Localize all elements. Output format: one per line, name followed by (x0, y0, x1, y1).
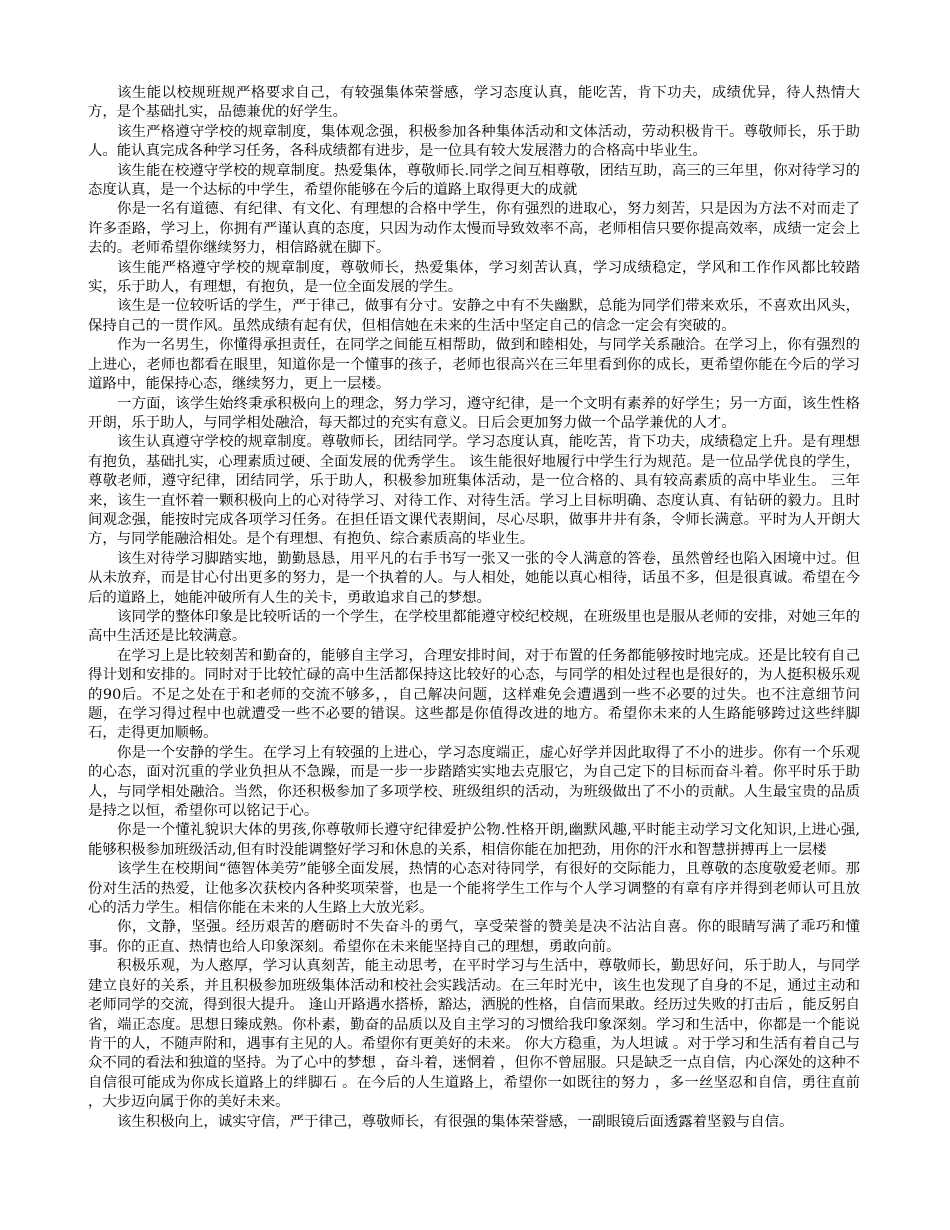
paragraph: 该生对待学习脚踏实地，勤勤恳恳，用平凡的右手书写一张又一张的令人满意的答卷，虽然曾经也陷入困境中过。但从未放弃，而是甘心付出更多的努力，是一个执着的人。与人相处，她能以真心相待，话虽不多，但是很真诚。希望在今后的道路上，她能冲破所有人生的关卡，勇敢追求自己的梦想。 (88, 550, 860, 606)
paragraph: 该生积极向上，诚实守信，严于律己，尊敬师长，有很强的集体荣誉感，一副眼镜后面透露着坚毅与自信。 (117, 1113, 794, 1130)
paragraph: 你是一个懂礼貌识大体的男孩,你尊敬师长遵守纪律爱护公物.性格开朗,幽默风趣,平时能主动学习文化知识,上进心强,能够积极参加班级活动,但有时没能调整好学习和休息的关系，相信你能在加把劲，用你的汗水和智慧拼搏再上一层楼 (88, 822, 860, 858)
paragraph: 在学习上是比较刻苦和勤奋的，能够自主学习，合理安排时间，对于布置的任务都能够按时地完成。还是比较有自己得计划和安排的。同时对于比较忙碌的高中生活都保持这比较好的心态，与同学的相处过程也是很好的，为人挺积极乐观的90后。不足之处在于和老师的交流不够多，，自己解决问题，这样难免会遭遇到一些不必要的过失。也不注意细节问题，在学习得过程中也就遭受一些不必要的错误。这些都是你值得改进的地方。希望你未来的人生路能够跨过这些绊脚石，走得更加顺畅。 (88, 647, 860, 742)
paragraph: 你，文静，坚强。经历艰苦的磨砺时不失奋斗的勇气，享受荣誉的赞美是决不沾沾自喜。你的眼睛写满了乖巧和懂事。你的正直、热情也给人印象深刻。希望你在未来能坚持自己的理想，勇敢向前。 (88, 919, 860, 955)
paragraph: 该生是一位较听话的学生，严于律己，做事有分寸。安静之中有不失幽默，总能为同学们带来欢乐，不喜欢出风头，保持自己的一贯作风。虽然成绩有起有伏，但相信她在未来的生活中坚定自己的信念一定会有突破的。 (88, 298, 860, 334)
paragraph: 积极乐观，为人憨厚，学习认真刻苦，能主动思考，在平时学习与生活中，尊敬师长，勤思好问，乐于助人，与同学建立良好的关系，并且积极参加班级集体活动和校社会实践活动。在三年时光中，该生也发现了自身的不足，通过主动和老师同学的交流，得到很大提升。 逢山开路遇水搭桥，豁达，洒脱的性格，自信而果敢。经历过失败的打击后 ，能反躬自省，端正态度。思想日臻成熟。你朴素，勤奋的品质以及自主学习的习惯给我印象深刻。学习和生活中，你都是一个能说肯干的人，不随声附和，遇事有主见的人。希望你有更美好的未来。 你大方稳重，为人坦诚 。对于学习和生活有着自己与众不同的看法和独道的坚持。为了心中的梦想 ，奋斗着，迷惘着 ，但你不曾屈服。只是缺乏一点自信，内心深处的这种不自信很可能成为你成长道路上的绊脚石 。在今后的人生道路上，希望你一如既往的努力 ，多一丝坚忍和自信，勇往直前 ，大步迈向属于你的美好未来。 (88, 958, 860, 1111)
paragraph: 该学生在校期间“德智体美劳”能够全面发展，热情的心态对待同学，有很好的交际能力，且尊敬的态度敬爱老师。那份对生活的热爱，让他多次获校内各种奖项荣誉，也是一个能将学生工作与个人学习调整的有章有序并得到老师认可且放心的活力学生。相信你能在未来的人生路上大放光彩。 (88, 861, 860, 917)
paragraph: 该生认真遵守学校的规章制度。尊敬师长，团结同学。学习态度认真，能吃苦，肯下功夫，成绩稳定上升。是有理想有抱负，基础扎实，心理素质过硬、全面发展的优秀学生。 该生能很好地履行中学生行为规范。是一位品学优良的学生，尊敬老师，遵守纪律，团结同学，乐于助人，积极参加班集体活动，是一位合格的、具有较高素质的高中毕业生。 三年来，该生一直怀着一颗积极向上的心对待学习、对待工作、对待生活。学习上目标明确、态度认真、有钻研的毅力。且时间观念强，能按时完成各项学习任务。在担任语文课代表期间，尽心尽职，做事井井有条，令师长满意。平时为人开朗大方，与同学能融洽相处。是个有理想、有抱负、综合素质高的毕业生。 (88, 434, 860, 548)
paragraph: 该生严格遵守学校的规章制度，集体观念强，积极参加各种集体活动和文体活动，劳动积极肯干。尊敬师长，乐于助人。能认真完成各种学习任务，各科成绩都有进步，是一位具有较大发展潜力的合格高中毕业生。 (88, 123, 860, 160)
paragraph: 该生能在校遵守学校的规章制度。热爱集体，尊敬师长.同学之间互相尊敬，团结互助，高三的三年里，你对待学习的态度认真，是一个达标的中学生，希望你能够在今后的道路上取得更大的成就 (88, 162, 860, 199)
paragraph: 一方面，该学生始终秉承积极向上的理念，努力学习，遵守纪律，是一个文明有素养的好学生；另一方面，该生性格开朗，乐于助人，与同学相处融洽，每天都过的充实有意义。日后会更加努力做一个品学兼优的人才。 (88, 395, 860, 431)
paragraph: 该同学的整体印象是比较听话的一个学生，在学校里都能遵守校纪校规，在班级里也是服从老师的安排，对她三年的高中生活还是比较满意。 (88, 608, 860, 645)
paragraph: 该生能严格遵守学校的规章制度，尊敬师长，热爱集体，学习刻苦认真，学习成绩稳定，学风和工作作风都比较踏实，乐于助人，有理想，有抱负，是一位全面发展的学生。 (88, 259, 860, 296)
document-body (88, 84, 860, 1132)
paragraph: 你是一个安静的学生。在学习上有较强的上进心，学习态度端正，虚心好学并因此取得了不小的进步。你有一个乐观的心态，面对沉重的学业负担从不急躁，而是一步一步踏踏实实地去克服它，为自己定下的目标而奋斗着。你平时乐于助人，与同学相处融洽。当然，你还积极参加了多项学校、班级组织的活动，为班级做出了不小的贡献。人生最宝贵的品质是持之以恒，希望你可以铭记于心。 (88, 744, 860, 820)
paragraph: 你是一名有道德、有纪律、有文化、有理想的合格中学生，你有强烈的进取心，努力刻苦，只是因为方法不对而走了许多歪路，学习上，你拥有严谨认真的态度，只因为动作太慢而导致效率不高，老师相信只要你提高效率，成绩一定会上去的。老师希望你继续努力，相信路就在脚下。 (88, 201, 860, 257)
paragraph: 该生能以校规班规严格要求自己，有较强集体荣誉感，学习态度认真，能吃苦，肯下功夫，成绩优异，待人热情大方，是个基础扎实，品德兼优的好学生。 (88, 85, 860, 121)
paragraph: 作为一名男生，你懂得承担责任，在同学之间能互相帮助，做到和睦相处，与同学关系融洽。在学习上，你有强烈的上进心，老师也都看在眼里，知道你是一个懂事的孩子，老师也很高兴在三年里看到你的成长，更希望你能在今后的学习道路中，能保持心态，继续努力，更上一层楼。 (88, 337, 860, 393)
